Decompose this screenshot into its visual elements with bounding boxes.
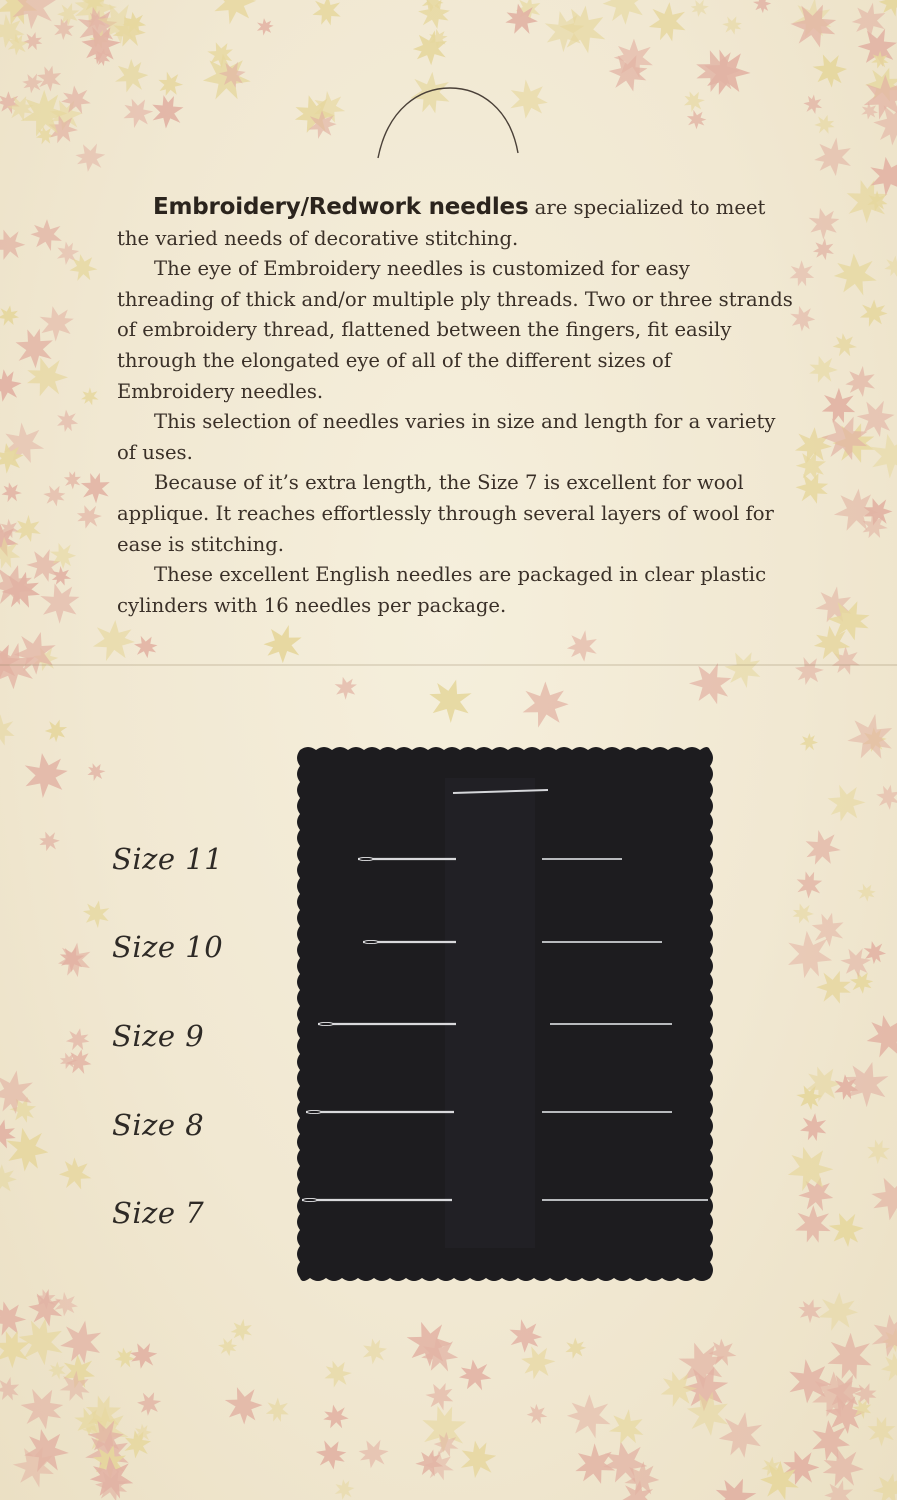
maple-leaf-icon [795, 472, 829, 504]
size-7-label: Size 7 [112, 1196, 205, 1230]
maple-leaf-icon [648, 1, 688, 43]
maple-leaf-icon [884, 255, 897, 278]
maple-leaf-icon [869, 1173, 897, 1222]
maple-leaf-icon [822, 388, 856, 424]
maple-leaf-icon [16, 1316, 66, 1368]
maple-leaf-icon [684, 107, 709, 131]
maple-leaf-icon [457, 1358, 494, 1394]
maple-leaf-icon [562, 1390, 617, 1444]
maple-leaf-icon [42, 484, 67, 508]
maple-leaf-icon [0, 367, 24, 404]
maple-leaf-icon [839, 705, 897, 769]
description-paragraph-3: This selection of needles varies in size and length for a variety of uses. [117, 410, 776, 464]
maple-leaf-icon [824, 1207, 868, 1252]
maple-leaf-icon [88, 617, 138, 666]
maple-leaf-icon [111, 56, 151, 97]
maple-leaf-icon [55, 942, 90, 977]
maple-leaf-icon [312, 0, 342, 26]
maple-leaf-icon [718, 644, 769, 695]
maple-leaf-icon [55, 1154, 95, 1195]
fold-line [0, 664, 897, 666]
maple-leaf-icon [855, 882, 877, 903]
maple-leaf-icon [207, 0, 262, 30]
maple-leaf-icon [10, 511, 46, 547]
maple-leaf-icon [357, 1437, 391, 1469]
maple-leaf-icon [217, 1336, 238, 1357]
maple-leaf-icon [313, 1438, 348, 1471]
maple-leaf-icon [27, 357, 69, 396]
maple-leaf-icon [809, 356, 838, 384]
size-9-label: Size 9 [112, 1019, 205, 1053]
maple-leaf-icon [690, 0, 711, 18]
maple-leaf-icon [707, 1470, 764, 1500]
maple-leaf-icon [860, 1008, 897, 1067]
maple-leaf-icon [751, 0, 774, 15]
maple-leaf-icon [64, 1027, 90, 1052]
maple-leaf-icon [361, 1337, 388, 1366]
maple-leaf-icon [808, 48, 851, 92]
maple-leaf-icon [0, 479, 25, 506]
maple-leaf-icon [792, 903, 814, 924]
size-11-label: Size 11 [112, 842, 224, 876]
maple-leaf-icon [790, 651, 828, 690]
maple-leaf-icon [253, 16, 276, 38]
maple-leaf-icon [809, 235, 838, 264]
maple-leaf-icon [58, 1317, 105, 1366]
maple-leaf-icon [401, 1315, 456, 1372]
size-10-label: Size 10 [112, 930, 224, 964]
description-lead-bold: Embroidery/Redwork needles [153, 194, 529, 220]
maple-leaf-icon [74, 141, 108, 174]
felt-needle-holder [270, 738, 730, 1294]
maple-leaf-icon [409, 26, 453, 69]
description-paragraph-5: These excellent English needles are packaged in clear plastic cylinders with 16 needles per package. [117, 563, 767, 617]
maple-leaf-icon [319, 1355, 357, 1393]
maple-leaf-icon [78, 384, 102, 408]
maple-leaf-icon [422, 672, 481, 730]
maple-leaf-icon [36, 65, 62, 93]
maple-leaf-icon [516, 677, 574, 733]
maple-leaf-icon [809, 132, 859, 181]
maple-leaf-icon [821, 777, 872, 828]
maple-leaf-icon [783, 1450, 820, 1485]
maple-leaf-icon [504, 1315, 546, 1356]
maple-leaf-icon [260, 620, 308, 667]
maple-leaf-icon [134, 1388, 164, 1419]
description-paragraph-1 [117, 192, 793, 254]
maple-leaf-icon [848, 969, 875, 995]
maple-leaf-icon [802, 93, 824, 116]
maple-leaf-icon [841, 361, 882, 401]
felt-texture [445, 778, 535, 1248]
size-8-label: Size 8 [112, 1108, 205, 1142]
maple-leaf-icon [32, 576, 87, 630]
maple-leaf-icon [836, 942, 876, 982]
maple-leaf-icon [802, 202, 845, 244]
maple-leaf-icon [43, 716, 70, 744]
maple-leaf-icon [602, 1403, 651, 1452]
maple-leaf-icon [322, 1404, 350, 1431]
maple-leaf-icon [56, 408, 79, 432]
maple-leaf-icon [0, 714, 15, 745]
maple-leaf-icon [153, 67, 187, 101]
maple-leaf-icon [330, 673, 361, 704]
description-paragraph-2: The eye of Embroidery needles is customized for easy threading of thick and/or multiple ply threads. Two or three strands of embroidery thread, flattened between the fingers, fit easily through the elongated eye of all of the different sizes of Embroidery needles. [117, 257, 793, 403]
maple-leaf-icon [866, 1139, 890, 1164]
maple-leaf-icon [856, 297, 890, 330]
maple-leaf-icon [79, 896, 115, 932]
hang-hole-arc [370, 78, 530, 168]
maple-leaf-icon [794, 1295, 827, 1327]
maple-leaf-icon [524, 1401, 550, 1427]
maple-leaf-icon [77, 504, 103, 529]
maple-leaf-icon [0, 1372, 24, 1405]
maple-leaf-icon [868, 1312, 897, 1361]
maple-leaf-icon [132, 634, 159, 660]
maple-leaf-icon [798, 731, 821, 754]
maple-leaf-icon [829, 330, 860, 362]
maple-leaf-icon [0, 1161, 20, 1198]
description-text [117, 192, 793, 621]
maple-leaf-icon [562, 1335, 589, 1361]
maple-leaf-icon [516, 1339, 561, 1385]
maple-leaf-icon [816, 971, 851, 1004]
maple-leaf-icon [814, 1289, 862, 1335]
maple-leaf-icon [81, 473, 111, 504]
maple-leaf-icon [220, 1381, 266, 1429]
maple-leaf-icon [868, 1468, 897, 1500]
maple-leaf-icon [830, 250, 882, 300]
maple-leaf-icon [64, 471, 82, 490]
maple-leaf-icon [333, 1478, 356, 1500]
maple-leaf-icon [117, 92, 158, 134]
maple-leaf-icon [811, 912, 846, 948]
maple-leaf-icon [875, 784, 897, 811]
maple-leaf-icon [795, 1205, 831, 1243]
maple-leaf-icon [0, 304, 20, 327]
maple-leaf-icon [17, 1385, 65, 1431]
maple-leaf-icon [721, 15, 742, 35]
maple-leaf-icon [716, 1408, 766, 1460]
maple-leaf-icon [799, 1112, 828, 1142]
maple-leaf-icon [458, 1439, 498, 1481]
maple-leaf-icon [0, 230, 25, 260]
maple-leaf-icon [84, 760, 109, 785]
maple-leaf-icon [814, 115, 835, 135]
maple-leaf-icon [796, 871, 823, 899]
maple-leaf-icon [563, 626, 604, 666]
maple-leaf-icon [15, 746, 74, 804]
maple-leaf-icon [150, 94, 184, 130]
maple-leaf-icon [854, 1383, 877, 1405]
maple-leaf-icon [266, 1397, 290, 1422]
maple-leaf-icon [129, 1341, 159, 1370]
maple-leaf-icon [798, 823, 847, 872]
description-paragraph-4: Because of it’s extra length, the Size 7 is excellent for wool applique. It reaches effortlessly through several layers of wool for ease is stitching. [117, 471, 774, 556]
maple-leaf-icon [39, 831, 61, 851]
maple-leaf-icon [868, 1417, 896, 1446]
maple-leaf-icon [599, 0, 651, 29]
maple-leaf-icon [22, 32, 42, 51]
description-lead-rest: are specialized to meet the varied needs of decorative stitching. [117, 196, 766, 250]
maple-leaf-icon [15, 328, 54, 369]
